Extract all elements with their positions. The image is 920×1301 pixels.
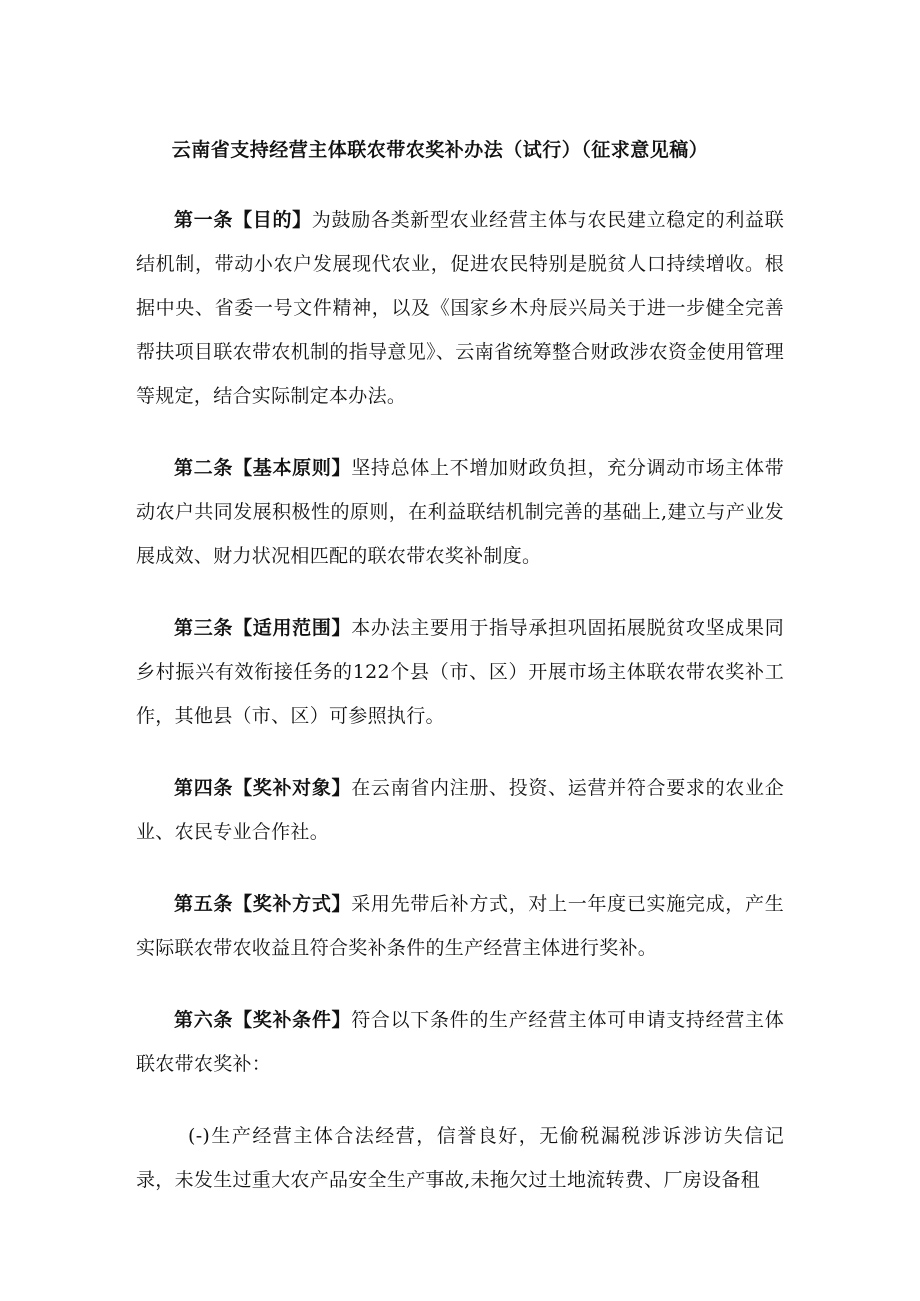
article-2-number: 第二条 [174, 457, 234, 479]
article-3-text: 本办法主要用于指导承担巩固拓展脱贫攻坚成果同乡村振兴有效衔接任务的122个县（市、区）开展市场主体联农带农奖补工作，其他县（市、区）可参照执行。 [136, 617, 784, 727]
article-6-number: 第六条 [174, 1009, 234, 1031]
article-1 [136, 198, 784, 418]
article-1-heading: 【目的】 [233, 209, 312, 231]
article-6-text: 符合以下条件的生产经营主体可申请支持经营主体联农带农奖补： [136, 1009, 784, 1075]
article-5-text: 采用先带后补方式，对上一年度已实施完成，产生实际联农带农收益且符合奖补条件的生产经营主体进行奖补。 [136, 893, 784, 959]
article-2-heading: 【基本原则】 [233, 457, 352, 479]
article-5 [136, 882, 784, 970]
article-5-heading: 【奖补方式】 [233, 893, 352, 915]
article-4-text: 在云南省内注册、投资、运营并符合要求的农业企业、农民专业合作社。 [136, 777, 784, 843]
list-item-1: (-)生产经营主体合法经营，信誉良好，无偷税漏税涉诉涉访失信记录，未发生过重大农产品安全生产事故,未拖欠过土地流转费、厂房设备租 [136, 1125, 784, 1191]
article-1-text: 为鼓励各类新型农业经营主体与农民建立稳定的利益联结机制，带动小农户发展现代农业，促进农民特别是脱贫人口持续增收。根据中央、省委一号文件精神，以及《国家乡木舟辰兴局关于进一步健全完善帮扶项目联农带农机制的指导意见》、云南省统筹整合财政涉农资金使用管理等规定，结合实际制定本办法。 [136, 209, 785, 407]
article-2 [136, 446, 784, 578]
article-4-number: 第四条 [174, 777, 234, 799]
article-3-heading: 【适用范围】 [233, 617, 352, 639]
article-2-text: 坚持总体上不增加财政负担，充分调动市场主体带动农户共同发展积极性的原则，在利益联结机制完善的基础上,建立与产业发展成效、财力状况相匹配的联农带农奖补制度。 [136, 457, 784, 567]
article-4-heading: 【奖补对象】 [233, 777, 352, 799]
article-1-number: 第一条 [174, 209, 234, 231]
article-4 [136, 766, 784, 854]
article-3 [136, 606, 784, 738]
document-body [136, 198, 784, 1230]
article-6-heading: 【奖补条件】 [233, 1009, 352, 1031]
article-6 [136, 998, 784, 1086]
document-title: 云南省支持经营主体联农带农奖补办法（试行）（征求意见稿） [171, 139, 709, 161]
article-5-number: 第五条 [174, 893, 234, 915]
article-3-number: 第三条 [174, 617, 234, 639]
